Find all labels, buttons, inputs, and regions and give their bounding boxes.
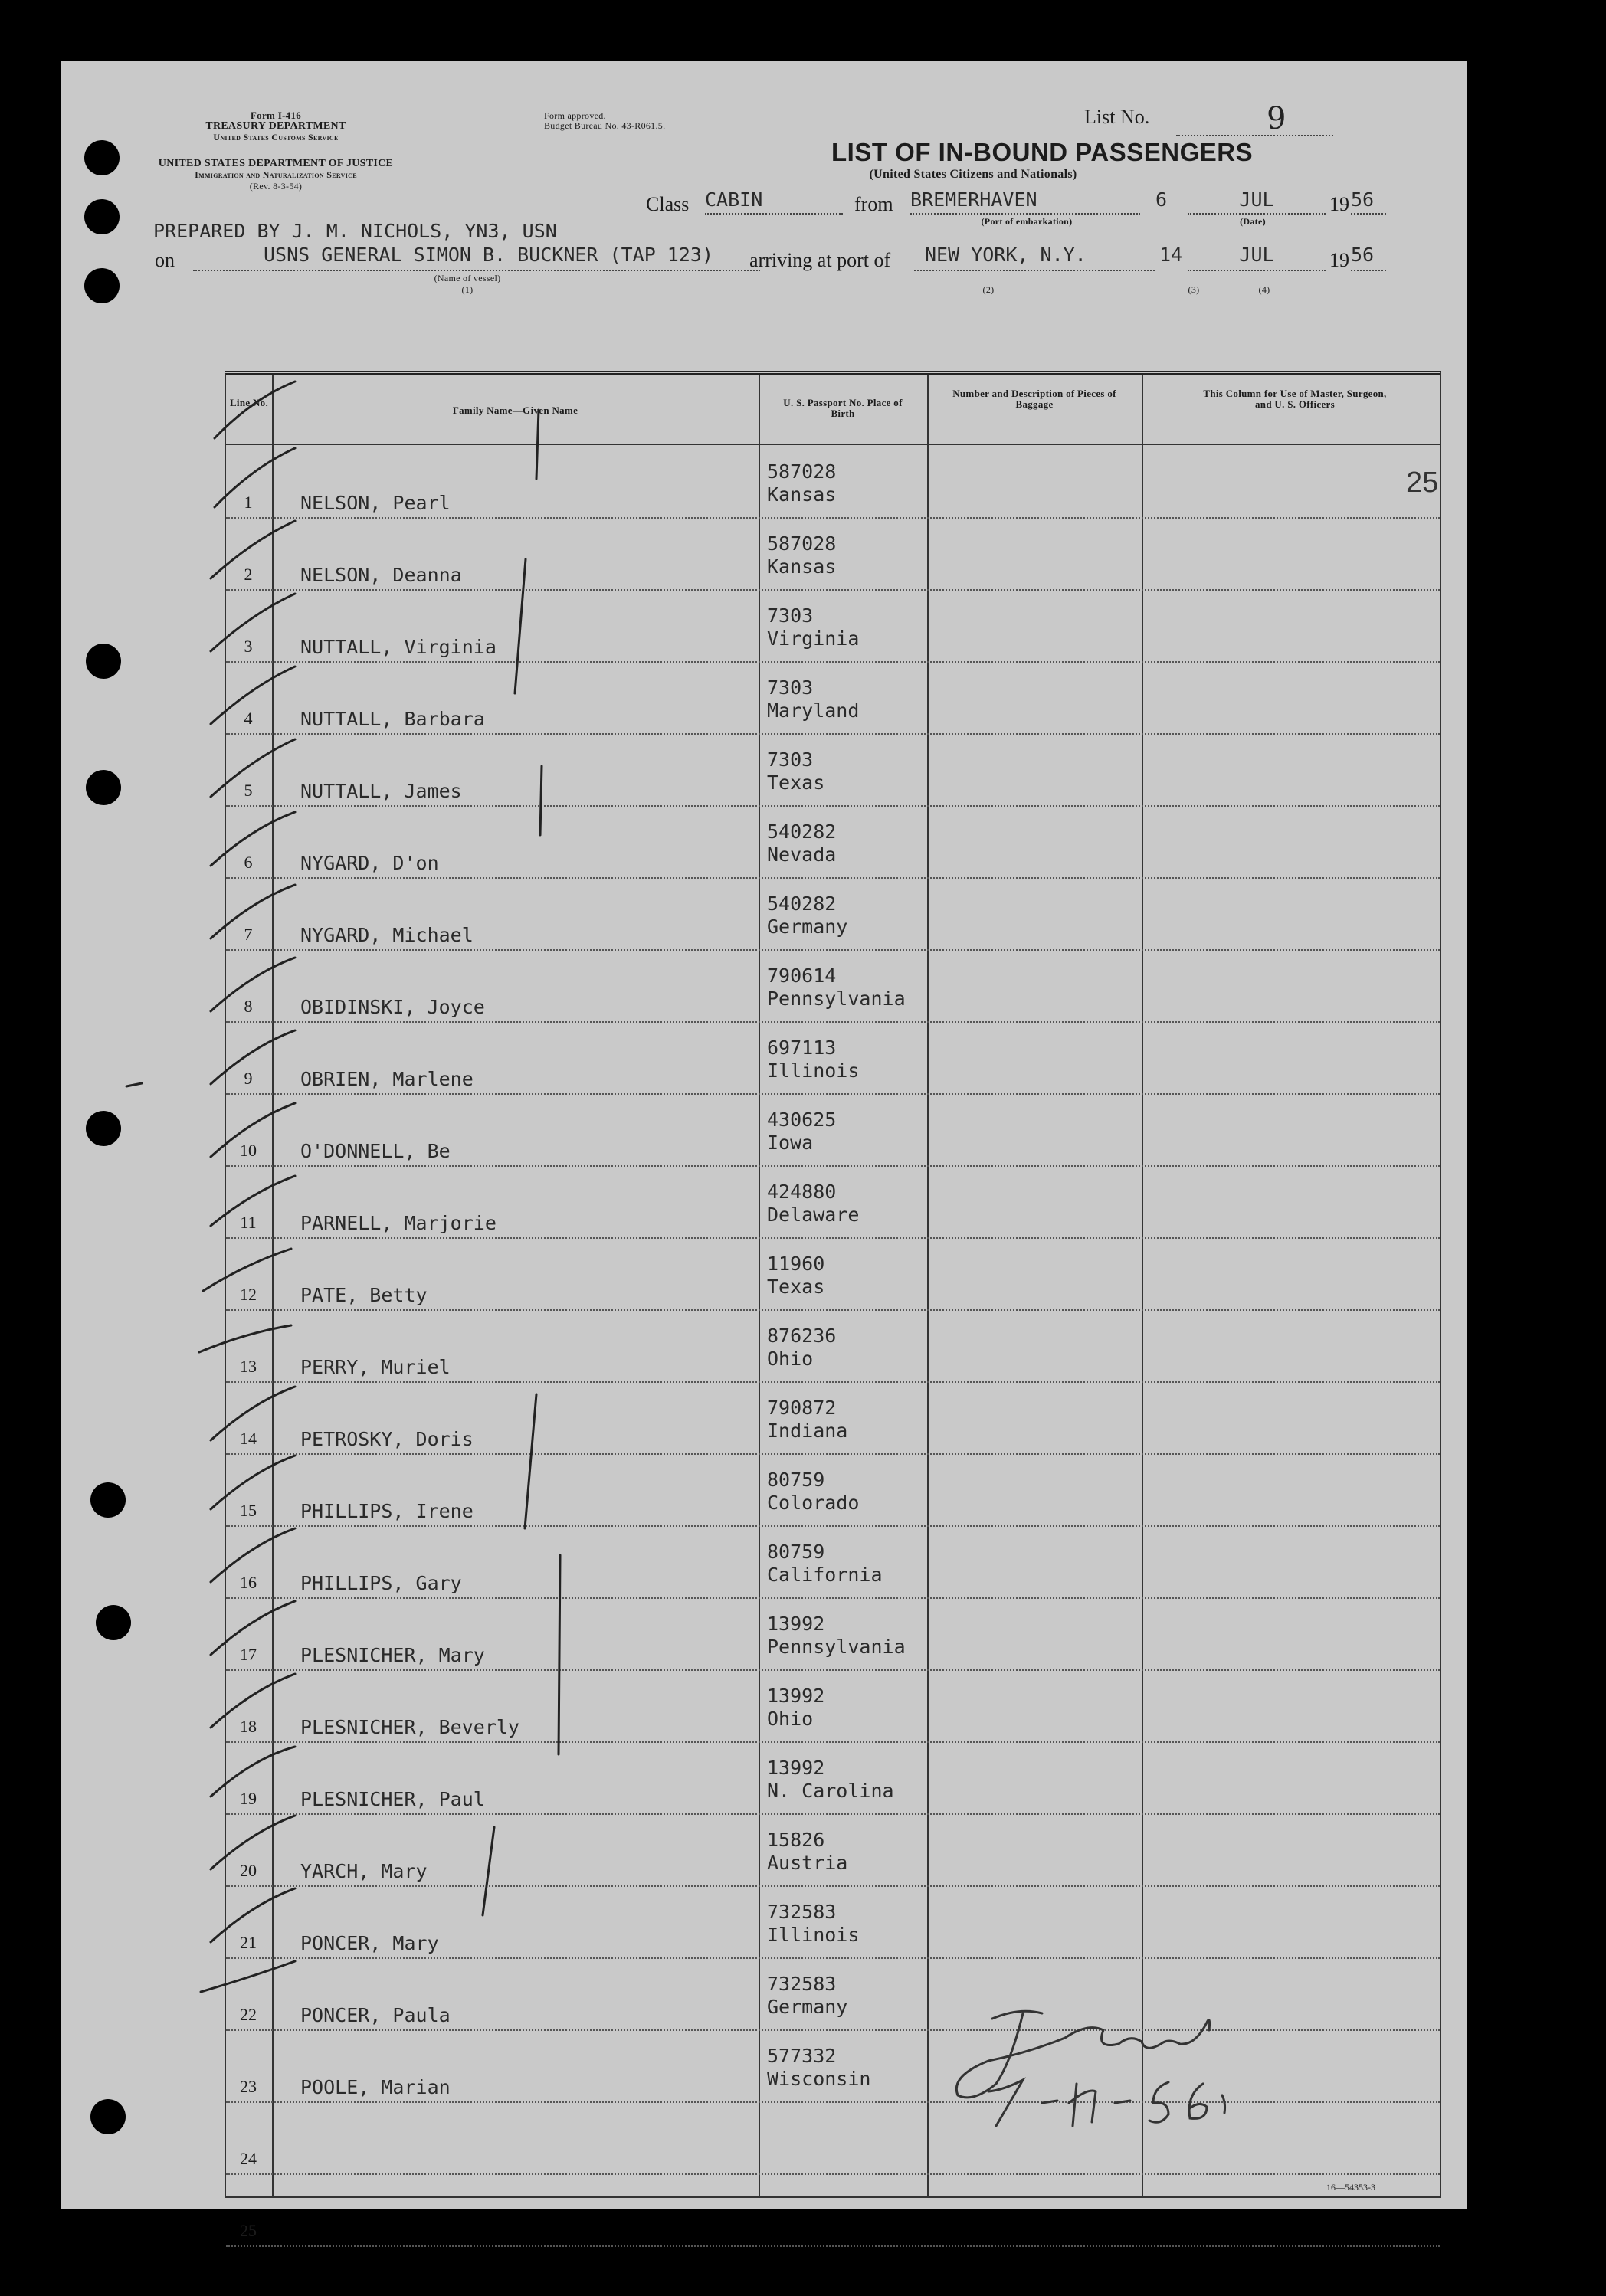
passenger-name: PLESNICHER, Mary: [300, 1644, 485, 1666]
passport-number: 15826: [767, 1829, 825, 1851]
caption-1: (1): [461, 284, 474, 295]
caption-2: (2): [982, 284, 995, 295]
passport-number: 13992: [767, 1757, 825, 1779]
customs-service: United States Customs Service: [213, 132, 339, 142]
passport-number: 540282: [767, 893, 837, 915]
arrival-year-prefix: 19: [1329, 249, 1349, 271]
birthplace: Texas: [767, 1276, 825, 1298]
birthplace: Ohio: [767, 1708, 814, 1730]
punch-hole: [96, 1605, 131, 1640]
line-number: 17: [240, 1645, 257, 1664]
passport-cell: [767, 748, 824, 794]
line-number: 13: [240, 1357, 257, 1376]
passport-cell: [767, 532, 836, 578]
vessel-caption: (Name of vessel): [434, 273, 501, 283]
passenger-name: NUTTALL, Virginia: [300, 636, 497, 658]
line-number: 16: [240, 1573, 257, 1592]
line-number: 6: [244, 853, 253, 872]
passport-cell: [767, 2045, 870, 2091]
table-row: [226, 589, 1440, 663]
passport-cell: [767, 1829, 847, 1875]
from-value: BREMERHAVEN: [910, 188, 1140, 215]
passport-cell: [767, 965, 906, 1010]
table-row: [226, 661, 1440, 735]
line-number: 18: [240, 1717, 257, 1736]
budget-bureau: Budget Bureau No. 43-R061.5.: [544, 120, 666, 131]
on-label: on: [155, 249, 175, 271]
passenger-name: OBRIEN, Marlene: [300, 1068, 474, 1090]
punch-hole: [90, 2099, 126, 2134]
table-row: [226, 949, 1440, 1023]
passenger-name: PHILLIPS, Irene: [300, 1500, 474, 1522]
passport-cell: [767, 1037, 859, 1082]
punch-hole: [86, 1111, 121, 1146]
passport-cell: [767, 676, 859, 722]
passport-number: 7303: [767, 748, 814, 771]
passenger-name: PETROSKY, Doris: [300, 1428, 474, 1450]
passport-cell: [767, 1613, 906, 1659]
port-caption: (Port of embarkation): [981, 216, 1073, 227]
form-approved: Form approved.: [544, 110, 606, 121]
arrival-port: NEW YORK, N.Y.: [914, 244, 1155, 271]
table-row: [226, 1165, 1440, 1239]
line-number: 14: [240, 1429, 257, 1448]
passenger-name: POOLE, Marian: [300, 2076, 451, 2098]
punch-hole: [84, 268, 120, 303]
col-passport-header: U. S. Passport No. Place of Birth: [783, 397, 903, 419]
class-value: CABIN: [705, 188, 843, 215]
passport-number: 540282: [767, 820, 837, 843]
form-number: 16—54353-3: [1326, 2182, 1375, 2193]
punch-hole: [84, 140, 120, 175]
passport-number: 430625: [767, 1109, 837, 1131]
line-number: 24: [240, 2149, 257, 2168]
birthplace: Kansas: [767, 483, 837, 506]
list-no-field: [1176, 101, 1333, 136]
birthplace: California: [767, 1564, 883, 1586]
passport-cell: [767, 460, 836, 506]
line-number: 1: [244, 493, 253, 512]
passport-cell: [767, 893, 847, 938]
col-officers-header: This Column for Use of Master, Surgeon, and U. S. Officers: [1203, 388, 1387, 410]
departure-month: JUL: [1188, 188, 1326, 215]
passenger-name: PATE, Betty: [300, 1284, 428, 1306]
passport-number: 7303: [767, 676, 814, 699]
passport-cell: [767, 1685, 824, 1731]
class-label: Class: [646, 193, 690, 215]
table-row: [226, 1309, 1440, 1383]
passport-number: 13992: [767, 1685, 825, 1707]
passport-number: 790872: [767, 1397, 837, 1419]
list-no-label: List No.: [1084, 106, 1150, 128]
document-page: [61, 61, 1467, 2240]
table-row: [226, 2173, 1440, 2247]
passenger-name: NELSON, Deanna: [300, 564, 462, 586]
passport-cell: [767, 1109, 836, 1155]
line-number: 11: [240, 1213, 257, 1232]
line-number: 19: [240, 1789, 257, 1808]
table-row: [226, 1885, 1440, 1959]
passport-cell: [767, 1181, 859, 1227]
birthplace: Germany: [767, 915, 848, 938]
departure-day: 6: [1155, 188, 1168, 211]
punch-hole: [86, 770, 121, 805]
passenger-name: NELSON, Pearl: [300, 492, 451, 514]
treasury-dept: TREASURY DEPARTMENT: [205, 120, 346, 132]
table-row: [226, 1741, 1440, 1815]
col-baggage-header: Number and Description of Pieces of Baggage: [952, 388, 1116, 410]
passport-number: 587028: [767, 532, 837, 555]
table-row: [226, 1093, 1440, 1167]
birthplace: Iowa: [767, 1132, 814, 1154]
passport-number: 732583: [767, 1901, 837, 1923]
passenger-name: NUTTALL, Barbara: [300, 708, 485, 730]
passport-cell: [767, 1901, 859, 1947]
passport-cell: [767, 1541, 883, 1587]
table-row: [226, 1813, 1440, 1887]
passenger-name: PONCER, Mary: [300, 1932, 439, 1954]
table-row: [226, 517, 1440, 591]
table-row: [226, 805, 1440, 879]
birthplace: Pennsylvania: [767, 988, 906, 1010]
line-number: 10: [240, 1141, 257, 1160]
birthplace: Ohio: [767, 1348, 814, 1370]
passenger-name: PONCER, Paula: [300, 2004, 451, 2026]
table-row: [226, 1237, 1440, 1311]
passport-number: 577332: [767, 2045, 837, 2067]
vessel-name: [193, 244, 760, 271]
passport-cell: [767, 1469, 859, 1515]
passport-number: 80759: [767, 1469, 825, 1491]
table-row: [226, 1957, 1440, 2031]
passenger-name: YARCH, Mary: [300, 1860, 428, 1882]
passport-number: 13992: [767, 1613, 825, 1635]
departure-year: 56: [1351, 188, 1386, 215]
arrival-month: JUL: [1188, 244, 1326, 271]
line-number: 23: [240, 2077, 257, 2096]
passenger-name: PARNELL, Marjorie: [300, 1212, 497, 1234]
line-number: 9: [244, 1069, 253, 1088]
justice-dept: UNITED STATES DEPARTMENT OF JUSTICE: [158, 158, 394, 169]
line-number: 21: [240, 1933, 257, 1952]
passenger-table: [225, 371, 1441, 2240]
page-title: LIST OF IN-BOUND PASSENGERS: [831, 138, 1254, 166]
col-name-header: Family Name—Given Name: [452, 405, 578, 416]
birthplace: Maryland: [767, 699, 860, 722]
passenger-name: PLESNICHER, Beverly: [300, 1716, 519, 1738]
birthplace: Kansas: [767, 555, 837, 578]
line-number: 5: [244, 781, 253, 800]
table-row: [226, 2029, 1440, 2103]
birthplace: Texas: [767, 771, 825, 794]
officer-count: 25: [1406, 467, 1439, 499]
passport-cell: [767, 1253, 824, 1299]
passport-cell: [767, 820, 836, 866]
line-number: 20: [240, 1861, 257, 1880]
table-row: [226, 1597, 1440, 1671]
birthplace: Pennsylvania: [767, 1636, 906, 1658]
punch-hole: [90, 1482, 126, 1518]
passenger-name: NYGARD, Michael: [300, 924, 474, 946]
passport-cell: [767, 1973, 847, 2019]
passport-number: 80759: [767, 1541, 825, 1563]
passport-cell: [767, 604, 859, 650]
line-number: 7: [244, 925, 253, 944]
arriving-label: arriving at port of: [749, 249, 891, 271]
page-subtitle: (United States Citizens and Nationals): [869, 168, 1077, 181]
line-number: 4: [244, 709, 253, 728]
passport-cell: [767, 1397, 847, 1443]
birthplace: Virginia: [767, 627, 860, 650]
line-number: 8: [244, 997, 253, 1016]
birthplace: N. Carolina: [767, 1780, 894, 1802]
birthplace: Wisconsin: [767, 2068, 871, 2090]
birthplace: Nevada: [767, 843, 837, 866]
passenger-name: O'DONNELL, Be: [300, 1140, 451, 1162]
form-id: Form I-416: [250, 110, 302, 121]
departure-year-prefix: 19: [1329, 193, 1349, 215]
passport-number: 11960: [767, 1253, 825, 1275]
prepared-by: PREPARED BY J. M. NICHOLS, YN3, USN: [153, 220, 557, 242]
punch-hole: [86, 644, 121, 679]
table-row: [226, 1525, 1440, 1599]
birthplace: Indiana: [767, 1420, 848, 1442]
birthplace: Germany: [767, 1996, 848, 2018]
passport-number: 587028: [767, 460, 837, 483]
passport-number: 790614: [767, 965, 837, 987]
col-line-header: Line No.: [229, 397, 269, 408]
line-number: 25: [240, 2221, 257, 2240]
table-row: [226, 1669, 1440, 1743]
arrival-year: 56: [1351, 244, 1386, 271]
table-row: [226, 1381, 1440, 1455]
table-row: [226, 1021, 1440, 1095]
birthplace: Illinois: [767, 1060, 860, 1082]
line-number: 2: [244, 565, 253, 584]
passport-number: 697113: [767, 1037, 837, 1059]
list-no-value: 9: [1267, 101, 1286, 136]
table-row: [226, 2101, 1440, 2175]
passport-number: 7303: [767, 604, 814, 627]
birthplace: Delaware: [767, 1204, 860, 1226]
passenger-name: PHILLIPS, Gary: [300, 1572, 462, 1594]
punch-hole: [84, 199, 120, 234]
table-row: [226, 445, 1440, 519]
birthplace: Illinois: [767, 1924, 860, 1946]
arrival-day: 14: [1159, 244, 1183, 266]
passenger-name: PLESNICHER, Paul: [300, 1788, 485, 1810]
table-row: [226, 733, 1440, 807]
from-label: from: [854, 193, 893, 215]
passenger-name: OBIDINSKI, Joyce: [300, 996, 485, 1018]
passenger-name: NUTTALL, James: [300, 780, 462, 802]
passport-cell: [767, 1325, 836, 1371]
table-row: [226, 877, 1440, 951]
immigration-service: Immigration and Naturalization Service: [195, 169, 357, 180]
table-row: [226, 1453, 1440, 1527]
caption-4: (4): [1258, 284, 1270, 295]
passport-number: 876236: [767, 1325, 837, 1347]
birthplace: Colorado: [767, 1492, 860, 1514]
birthplace: Austria: [767, 1852, 848, 1874]
date-caption: (Date): [1240, 216, 1266, 227]
passenger-name: NYGARD, D'on: [300, 852, 439, 874]
caption-3: (3): [1188, 284, 1200, 295]
passenger-name: PERRY, Muriel: [300, 1356, 451, 1378]
passport-cell: [767, 1757, 894, 1803]
line-number: 15: [240, 1501, 257, 1520]
revision-date: (Rev. 8-3-54): [249, 181, 303, 192]
passport-number: 424880: [767, 1181, 837, 1203]
line-number: 22: [240, 2005, 257, 2024]
line-number: 12: [240, 1285, 257, 1304]
vessel-name-text: USNS GENERAL SIMON B. BUCKNER (TAP 123): [264, 244, 713, 266]
line-number: 3: [244, 637, 253, 656]
passport-number: 732583: [767, 1973, 837, 1995]
